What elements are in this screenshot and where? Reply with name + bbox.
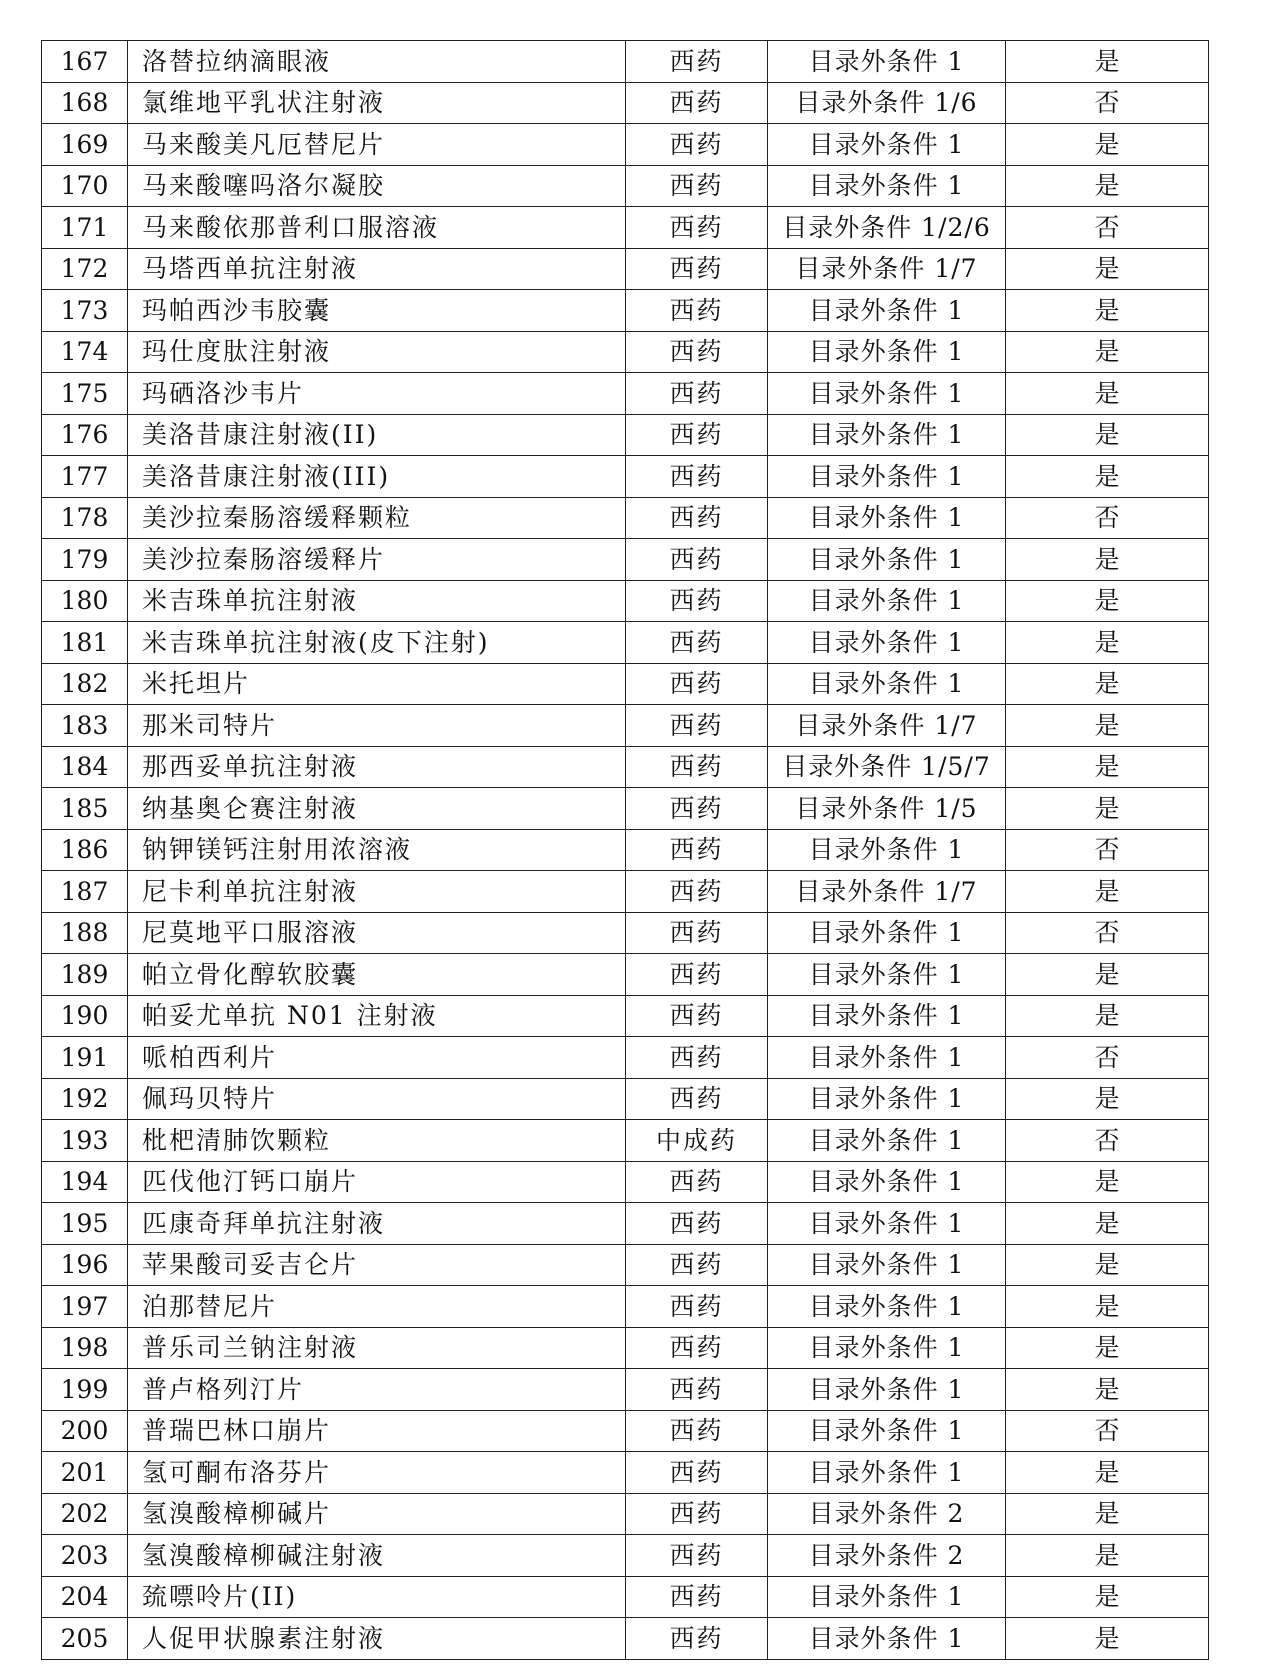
drug-name: 那西妥单抗注射液 bbox=[128, 746, 626, 788]
catalog-condition: 目录外条件 1 bbox=[768, 1618, 1006, 1660]
table-row bbox=[42, 1410, 1209, 1452]
drug-name: 帕立骨化醇软胶囊 bbox=[128, 954, 626, 996]
row-number: 175 bbox=[42, 373, 128, 415]
drug-category: 西药 bbox=[626, 1203, 768, 1245]
drug-category: 西药 bbox=[626, 1452, 768, 1494]
drug-category: 西药 bbox=[626, 829, 768, 871]
catalog-condition: 目录外条件 1/2/6 bbox=[768, 207, 1006, 249]
row-number: 181 bbox=[42, 622, 128, 664]
yes-no-flag: 是 bbox=[1006, 871, 1209, 913]
yes-no-flag: 是 bbox=[1006, 705, 1209, 747]
row-number: 202 bbox=[42, 1493, 128, 1535]
yes-no-flag: 是 bbox=[1006, 1535, 1209, 1577]
drug-name: 米吉珠单抗注射液(皮下注射) bbox=[128, 622, 626, 664]
row-number: 189 bbox=[42, 954, 128, 996]
catalog-condition: 目录外条件 1/6 bbox=[768, 82, 1006, 124]
yes-no-flag: 是 bbox=[1006, 1493, 1209, 1535]
yes-no-flag: 是 bbox=[1006, 954, 1209, 996]
row-number: 184 bbox=[42, 746, 128, 788]
table-row bbox=[42, 207, 1209, 249]
drug-name: 美洛昔康注射液(II) bbox=[128, 414, 626, 456]
catalog-condition: 目录外条件 1 bbox=[768, 1161, 1006, 1203]
row-number: 203 bbox=[42, 1535, 128, 1577]
drug-category: 西药 bbox=[626, 788, 768, 830]
yes-no-flag: 是 bbox=[1006, 1369, 1209, 1411]
row-number: 190 bbox=[42, 995, 128, 1037]
table-row bbox=[42, 912, 1209, 954]
table-row bbox=[42, 1369, 1209, 1411]
yes-no-flag: 是 bbox=[1006, 1618, 1209, 1660]
drug-category: 西药 bbox=[626, 580, 768, 622]
yes-no-flag: 是 bbox=[1006, 165, 1209, 207]
catalog-condition: 目录外条件 1 bbox=[768, 1078, 1006, 1120]
drug-name: 那米司特片 bbox=[128, 705, 626, 747]
drug-category: 西药 bbox=[626, 124, 768, 166]
catalog-condition: 目录外条件 1 bbox=[768, 1203, 1006, 1245]
row-number: 177 bbox=[42, 456, 128, 498]
table-row bbox=[42, 663, 1209, 705]
table-row bbox=[42, 1618, 1209, 1660]
yes-no-flag: 否 bbox=[1006, 1410, 1209, 1452]
table-row bbox=[42, 456, 1209, 498]
catalog-condition: 目录外条件 1 bbox=[768, 1452, 1006, 1494]
catalog-condition: 目录外条件 1 bbox=[768, 1369, 1006, 1411]
table-row bbox=[42, 414, 1209, 456]
drug-category: 西药 bbox=[626, 248, 768, 290]
yes-no-flag: 是 bbox=[1006, 456, 1209, 498]
catalog-condition: 目录外条件 1 bbox=[768, 954, 1006, 996]
table-row bbox=[42, 290, 1209, 332]
drug-category: 西药 bbox=[626, 1576, 768, 1618]
drug-list-table bbox=[41, 40, 1209, 1660]
table-row bbox=[42, 1327, 1209, 1369]
row-number: 187 bbox=[42, 871, 128, 913]
drug-category: 西药 bbox=[626, 290, 768, 332]
table-row bbox=[42, 1286, 1209, 1328]
table-row bbox=[42, 1452, 1209, 1494]
yes-no-flag: 是 bbox=[1006, 1327, 1209, 1369]
drug-name: 匹康奇拜单抗注射液 bbox=[128, 1203, 626, 1245]
table-row bbox=[42, 539, 1209, 581]
drug-category: 西药 bbox=[626, 871, 768, 913]
catalog-condition: 目录外条件 1/5 bbox=[768, 788, 1006, 830]
drug-category: 西药 bbox=[626, 1535, 768, 1577]
row-number: 204 bbox=[42, 1576, 128, 1618]
row-number: 170 bbox=[42, 165, 128, 207]
table-row bbox=[42, 331, 1209, 373]
table-row bbox=[42, 1535, 1209, 1577]
catalog-condition: 目录外条件 1 bbox=[768, 995, 1006, 1037]
drug-name: 氢溴酸樟柳碱注射液 bbox=[128, 1535, 626, 1577]
drug-name: 普乐司兰钠注射液 bbox=[128, 1327, 626, 1369]
yes-no-flag: 是 bbox=[1006, 622, 1209, 664]
catalog-condition: 目录外条件 1 bbox=[768, 1286, 1006, 1328]
yes-no-flag: 是 bbox=[1006, 1078, 1209, 1120]
yes-no-flag: 是 bbox=[1006, 788, 1209, 830]
drug-name: 匹伐他汀钙口崩片 bbox=[128, 1161, 626, 1203]
table-row bbox=[42, 829, 1209, 871]
table-row bbox=[42, 1161, 1209, 1203]
table-row bbox=[42, 871, 1209, 913]
yes-no-flag: 是 bbox=[1006, 124, 1209, 166]
drug-category: 西药 bbox=[626, 1369, 768, 1411]
yes-no-flag: 是 bbox=[1006, 746, 1209, 788]
catalog-condition: 目录外条件 1 bbox=[768, 331, 1006, 373]
drug-name: 哌柏西利片 bbox=[128, 1037, 626, 1079]
catalog-condition: 目录外条件 1/5/7 bbox=[768, 746, 1006, 788]
row-number: 174 bbox=[42, 331, 128, 373]
drug-category: 西药 bbox=[626, 539, 768, 581]
row-number: 173 bbox=[42, 290, 128, 332]
drug-name: 帕妥尤单抗 N01 注射液 bbox=[128, 995, 626, 1037]
drug-name: 普瑞巴林口崩片 bbox=[128, 1410, 626, 1452]
row-number: 186 bbox=[42, 829, 128, 871]
yes-no-flag: 否 bbox=[1006, 912, 1209, 954]
catalog-condition: 目录外条件 1 bbox=[768, 124, 1006, 166]
catalog-condition: 目录外条件 1 bbox=[768, 41, 1006, 83]
drug-category: 西药 bbox=[626, 82, 768, 124]
yes-no-flag: 是 bbox=[1006, 414, 1209, 456]
table-row bbox=[42, 1037, 1209, 1079]
catalog-condition: 目录外条件 1 bbox=[768, 290, 1006, 332]
drug-category: 西药 bbox=[626, 954, 768, 996]
yes-no-flag: 是 bbox=[1006, 331, 1209, 373]
yes-no-flag: 是 bbox=[1006, 663, 1209, 705]
drug-name: 米托坦片 bbox=[128, 663, 626, 705]
catalog-condition: 目录外条件 1 bbox=[768, 663, 1006, 705]
drug-category: 西药 bbox=[626, 1286, 768, 1328]
table-row bbox=[42, 746, 1209, 788]
table-row bbox=[42, 82, 1209, 124]
catalog-condition: 目录外条件 1 bbox=[768, 1410, 1006, 1452]
table-row bbox=[42, 373, 1209, 415]
catalog-condition: 目录外条件 1 bbox=[768, 580, 1006, 622]
drug-category: 西药 bbox=[626, 912, 768, 954]
table-row bbox=[42, 1203, 1209, 1245]
row-number: 193 bbox=[42, 1120, 128, 1162]
drug-name: 佩玛贝特片 bbox=[128, 1078, 626, 1120]
drug-name: 玛帕西沙韦胶囊 bbox=[128, 290, 626, 332]
yes-no-flag: 否 bbox=[1006, 1037, 1209, 1079]
drug-name: 人促甲状腺素注射液 bbox=[128, 1618, 626, 1660]
table-row bbox=[42, 41, 1209, 83]
row-number: 179 bbox=[42, 539, 128, 581]
drug-name: 尼卡利单抗注射液 bbox=[128, 871, 626, 913]
row-number: 205 bbox=[42, 1618, 128, 1660]
drug-category: 西药 bbox=[626, 1327, 768, 1369]
row-number: 172 bbox=[42, 248, 128, 290]
drug-name: 玛硒洛沙韦片 bbox=[128, 373, 626, 415]
catalog-condition: 目录外条件 1 bbox=[768, 539, 1006, 581]
yes-no-flag: 否 bbox=[1006, 207, 1209, 249]
drug-category: 西药 bbox=[626, 622, 768, 664]
drug-name: 普卢格列汀片 bbox=[128, 1369, 626, 1411]
drug-category: 中成药 bbox=[626, 1120, 768, 1162]
catalog-condition: 目录外条件 1 bbox=[768, 829, 1006, 871]
drug-name: 美洛昔康注射液(III) bbox=[128, 456, 626, 498]
row-number: 199 bbox=[42, 1369, 128, 1411]
row-number: 196 bbox=[42, 1244, 128, 1286]
yes-no-flag: 是 bbox=[1006, 1203, 1209, 1245]
yes-no-flag: 否 bbox=[1006, 829, 1209, 871]
row-number: 191 bbox=[42, 1037, 128, 1079]
drug-name: 洛替拉纳滴眼液 bbox=[128, 41, 626, 83]
drug-category: 西药 bbox=[626, 1410, 768, 1452]
row-number: 200 bbox=[42, 1410, 128, 1452]
table-row bbox=[42, 1078, 1209, 1120]
drug-category: 西药 bbox=[626, 1161, 768, 1203]
row-number: 183 bbox=[42, 705, 128, 747]
drug-name: 氢溴酸樟柳碱片 bbox=[128, 1493, 626, 1535]
row-number: 180 bbox=[42, 580, 128, 622]
drug-category: 西药 bbox=[626, 1037, 768, 1079]
drug-name: 钠钾镁钙注射用浓溶液 bbox=[128, 829, 626, 871]
table-row bbox=[42, 497, 1209, 539]
drug-name: 玛仕度肽注射液 bbox=[128, 331, 626, 373]
yes-no-flag: 否 bbox=[1006, 82, 1209, 124]
drug-category: 西药 bbox=[626, 331, 768, 373]
row-number: 192 bbox=[42, 1078, 128, 1120]
yes-no-flag: 否 bbox=[1006, 497, 1209, 539]
table-row bbox=[42, 1576, 1209, 1618]
table-row bbox=[42, 1120, 1209, 1162]
yes-no-flag: 是 bbox=[1006, 539, 1209, 581]
catalog-condition: 目录外条件 1 bbox=[768, 165, 1006, 207]
drug-category: 西药 bbox=[626, 1078, 768, 1120]
catalog-condition: 目录外条件 1 bbox=[768, 912, 1006, 954]
catalog-condition: 目录外条件 2 bbox=[768, 1493, 1006, 1535]
drug-category: 西药 bbox=[626, 746, 768, 788]
drug-name: 美沙拉秦肠溶缓释颗粒 bbox=[128, 497, 626, 539]
drug-category: 西药 bbox=[626, 373, 768, 415]
drug-name: 枇杷清肺饮颗粒 bbox=[128, 1120, 626, 1162]
drug-name: 泊那替尼片 bbox=[128, 1286, 626, 1328]
yes-no-flag: 否 bbox=[1006, 1120, 1209, 1162]
yes-no-flag: 是 bbox=[1006, 580, 1209, 622]
drug-category: 西药 bbox=[626, 1244, 768, 1286]
drug-category: 西药 bbox=[626, 663, 768, 705]
yes-no-flag: 是 bbox=[1006, 1452, 1209, 1494]
table-row bbox=[42, 1493, 1209, 1535]
catalog-condition: 目录外条件 1 bbox=[768, 1120, 1006, 1162]
catalog-condition: 目录外条件 1 bbox=[768, 497, 1006, 539]
drug-category: 西药 bbox=[626, 165, 768, 207]
row-number: 195 bbox=[42, 1203, 128, 1245]
drug-name: 氢可酮布洛芬片 bbox=[128, 1452, 626, 1494]
drug-category: 西药 bbox=[626, 414, 768, 456]
drug-category: 西药 bbox=[626, 207, 768, 249]
yes-no-flag: 是 bbox=[1006, 995, 1209, 1037]
table-row bbox=[42, 1244, 1209, 1286]
yes-no-flag: 是 bbox=[1006, 1286, 1209, 1328]
table-row bbox=[42, 165, 1209, 207]
row-number: 197 bbox=[42, 1286, 128, 1328]
row-number: 169 bbox=[42, 124, 128, 166]
row-number: 178 bbox=[42, 497, 128, 539]
yes-no-flag: 是 bbox=[1006, 41, 1209, 83]
table-row bbox=[42, 248, 1209, 290]
yes-no-flag: 是 bbox=[1006, 373, 1209, 415]
yes-no-flag: 是 bbox=[1006, 1244, 1209, 1286]
table-row bbox=[42, 788, 1209, 830]
drug-name: 美沙拉秦肠溶缓释片 bbox=[128, 539, 626, 581]
row-number: 168 bbox=[42, 82, 128, 124]
drug-name: 马塔西单抗注射液 bbox=[128, 248, 626, 290]
table-row bbox=[42, 954, 1209, 996]
row-number: 176 bbox=[42, 414, 128, 456]
catalog-condition: 目录外条件 1 bbox=[768, 414, 1006, 456]
catalog-condition: 目录外条件 1 bbox=[768, 1576, 1006, 1618]
drug-category: 西药 bbox=[626, 1493, 768, 1535]
row-number: 182 bbox=[42, 663, 128, 705]
catalog-condition: 目录外条件 2 bbox=[768, 1535, 1006, 1577]
catalog-condition: 目录外条件 1/7 bbox=[768, 871, 1006, 913]
row-number: 198 bbox=[42, 1327, 128, 1369]
drug-name: 马来酸美凡厄替尼片 bbox=[128, 124, 626, 166]
yes-no-flag: 是 bbox=[1006, 1161, 1209, 1203]
yes-no-flag: 是 bbox=[1006, 248, 1209, 290]
table-row bbox=[42, 622, 1209, 664]
drug-category: 西药 bbox=[626, 705, 768, 747]
drug-name: 尼莫地平口服溶液 bbox=[128, 912, 626, 954]
row-number: 194 bbox=[42, 1161, 128, 1203]
drug-name: 马来酸依那普利口服溶液 bbox=[128, 207, 626, 249]
row-number: 171 bbox=[42, 207, 128, 249]
drug-name: 巯嘌呤片(II) bbox=[128, 1576, 626, 1618]
table-row bbox=[42, 705, 1209, 747]
yes-no-flag: 是 bbox=[1006, 1576, 1209, 1618]
table-row bbox=[42, 124, 1209, 166]
drug-category: 西药 bbox=[626, 1618, 768, 1660]
drug-name: 苹果酸司妥吉仑片 bbox=[128, 1244, 626, 1286]
row-number: 201 bbox=[42, 1452, 128, 1494]
table-body bbox=[42, 41, 1209, 1660]
catalog-condition: 目录外条件 1/7 bbox=[768, 705, 1006, 747]
catalog-condition: 目录外条件 1 bbox=[768, 456, 1006, 498]
catalog-condition: 目录外条件 1/7 bbox=[768, 248, 1006, 290]
catalog-condition: 目录外条件 1 bbox=[768, 373, 1006, 415]
drug-category: 西药 bbox=[626, 456, 768, 498]
row-number: 188 bbox=[42, 912, 128, 954]
catalog-condition: 目录外条件 1 bbox=[768, 1244, 1006, 1286]
drug-name: 纳基奥仑赛注射液 bbox=[128, 788, 626, 830]
drug-name: 米吉珠单抗注射液 bbox=[128, 580, 626, 622]
drug-name: 氯维地平乳状注射液 bbox=[128, 82, 626, 124]
drug-name: 马来酸噻吗洛尔凝胶 bbox=[128, 165, 626, 207]
row-number: 167 bbox=[42, 41, 128, 83]
drug-category: 西药 bbox=[626, 497, 768, 539]
drug-category: 西药 bbox=[626, 41, 768, 83]
catalog-condition: 目录外条件 1 bbox=[768, 1327, 1006, 1369]
row-number: 185 bbox=[42, 788, 128, 830]
table-row bbox=[42, 995, 1209, 1037]
catalog-condition: 目录外条件 1 bbox=[768, 1037, 1006, 1079]
drug-category: 西药 bbox=[626, 995, 768, 1037]
table-row bbox=[42, 580, 1209, 622]
catalog-condition: 目录外条件 1 bbox=[768, 622, 1006, 664]
yes-no-flag: 是 bbox=[1006, 290, 1209, 332]
